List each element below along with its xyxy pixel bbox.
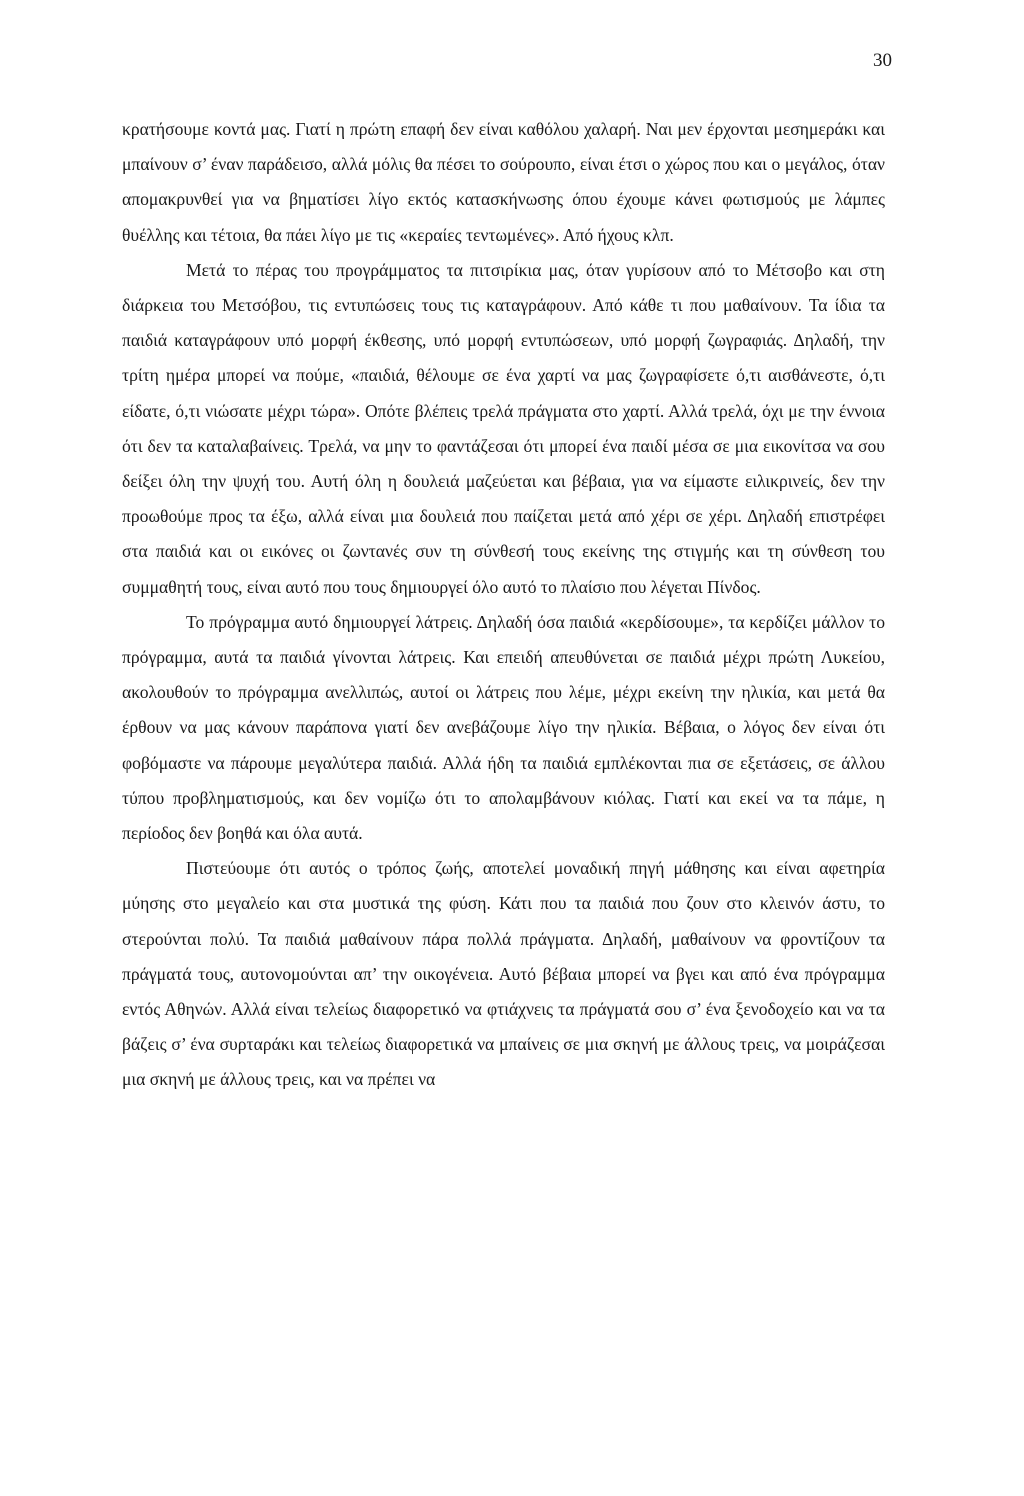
- paragraph-4: Πιστεύουμε ότι αυτός ο τρόπος ζωής, αποτελεί μοναδική πηγή μάθησης και είναι αφετηρία μύησης στο μεγαλείο και στα μυστικά της φύση. Κάτι που τα παιδιά που ζουν στο κλεινόν άστυ, το στερούνται πολύ. Τα παιδιά μαθαίνουν πάρα πολλά πράγματα. Δηλαδή, μαθαίνουν να φροντίζουν τα πράγματά τους, αυτονομούνται απ’ την οικογένεια. Αυτό βέβαια μπορεί να βγει και από ένα πρόγραμμα εντός Αθηνών. Αλλά είναι τελείως διαφορετικό να φτιάχνεις τα πράγματά σου σ’ ένα ξενοδοχείο και να τα βάζεις σ’ ένα συρταράκι και τελείως διαφορετικά να μπαίνεις σε μια σκηνή με άλλους τρεις, να μοιράζεσαι μια σκηνή με άλλους τρεις, και να πρέπει να: [122, 858, 885, 1090]
- paragraph-2: Μετά το πέρας του προγράμματος τα πιτσιρίκια μας, όταν γυρίσουν από το Μέτσοβο και στη διάρκεια του Μετσόβου, τις εντυπώσεις τους τις καταγράφουν. Από κάθε τι που μαθαίνουν. Τα ίδια τα παιδιά καταγράφουν υπό μορφή έκθεσης, υπό μορφή εντυπώσεων, υπό μορφή ζωγραφιάς. Δηλαδή, την τρίτη ημέρα μπορεί να πούμε, «παιδιά, θέλουμε σε ένα χαρτί να μας ζωγραφίσετε ό,τι αισθάνεστε, ό,τι είδατε, ό,τι νιώσατε μέχρι τώρα». Οπότε βλέπεις τρελά πράγματα στο χαρτί. Αλλά τρελά, όχι με την έννοια ότι δεν τα καταλαβαίνεις. Τρελά, να μην το φαντάζεσαι ότι μπορεί ένα παιδί μέσα σε μια εικονίτσα να σου δείξει όλη την ψυχή του. Αυτή όλη η δουλειά μαζεύεται και βέβαια, για να είμαστε ειλικρινείς, δεν την προωθούμε προς τα έξω, αλλά είναι μια δουλειά που παίζεται μετά από χέρι σε χέρι. Δηλαδή επιστρέφει στα παιδιά και οι εικόνες οι ζωντανές συν τη σύνθεσή τους εκείνης της στιγμής και τη σύνθεση του συμμαθητή τους, είναι αυτό που τους δημιουργεί όλο αυτό το πλαίσιο που λέγεται Πίνδος.: [122, 259, 885, 597]
- body-text: [122, 112, 885, 1098]
- paragraph-1: κρατήσουμε κοντά μας. Γιατί η πρώτη επαφή δεν είναι καθόλου χαλαρή. Ναι μεν έρχονται μεσημεράκι και μπαίνουν σ’ έναν παράδεισο, αλλά μόλις θα πέσει το σούρουπο, είναι έτσι ο χώρος που και ο μεγάλος, όταν απομακρυνθεί για να βηματίσει λίγο εκτός κατασκήνωσης όπου έχουμε κάνει φωτισμούς με λάμπες θυέλλης και τέτοια, θα πάει λίγο με τις «κεραίες τεντωμένες». Από ήχους κλπ.: [122, 119, 885, 245]
- page-number: 30: [873, 50, 892, 71]
- paragraph-3: Το πρόγραμμα αυτό δημιουργεί λάτρεις. Δηλαδή όσα παιδιά «κερδίσουμε», τα κερδίζει μάλλον το πρόγραμμα, αυτά τα παιδιά γίνονται λάτρεις. Και επειδή απευθύνεται σε παιδιά μέχρι πρώτη Λυκείου, ακολουθούν το πρόγραμμα ανελλιπώς, αυτοί οι λάτρεις που λέμε, μέχρι εκείνη την ηλικία, και μετά θα έρθουν να μας κάνουν παράπονα γιατί δεν ανεβάζουμε λίγο την ηλικία. Βέβαια, ο λόγος δεν είναι ότι φοβόμαστε να πάρουμε μεγαλύτερα παιδιά. Αλλά ήδη τα παιδιά εμπλέκονται πια σε εξετάσεις, σε άλλου τύπου προβληματισμούς, και δεν νομίζω ότι το απολαμβάνουν κιόλας. Γιατί και εκεί να τα πάμε, η περίοδος δεν βοηθά και όλα αυτά.: [122, 611, 885, 844]
